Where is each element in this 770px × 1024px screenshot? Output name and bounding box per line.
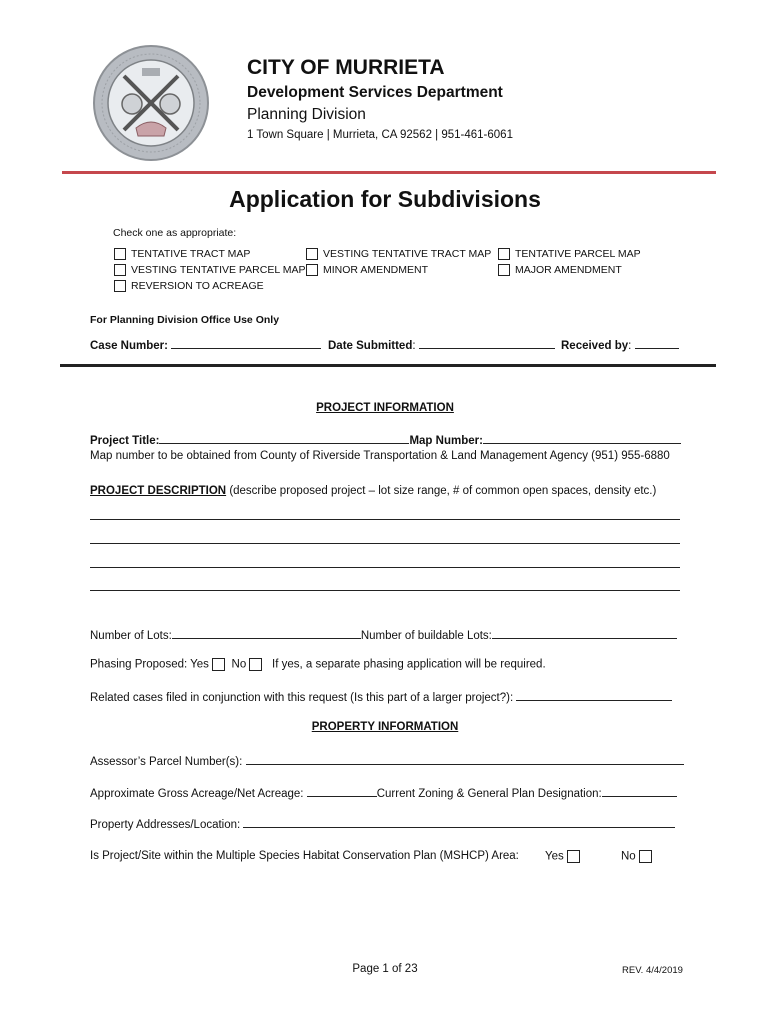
buildable-lots-label: Number of buildable Lots:	[360, 630, 492, 642]
apn-field[interactable]	[246, 753, 684, 765]
revision-date: REV. 4/4/2019	[622, 965, 683, 976]
checkbox[interactable]	[498, 248, 510, 260]
zoning-label: Current Zoning & General Plan Designation:	[376, 788, 602, 800]
option-label: TENTATIVE PARCEL MAP	[515, 248, 641, 260]
project-info-heading: PROJECT INFORMATION	[316, 402, 454, 414]
description-line[interactable]	[90, 543, 680, 544]
phasing-yes-label: Phasing Proposed: Yes	[90, 658, 209, 671]
buildable-lots-field[interactable]	[492, 627, 677, 639]
received-by-row: Received by:	[561, 337, 679, 352]
related-cases-row	[90, 689, 672, 704]
section-divider	[60, 364, 716, 367]
property-address-row	[90, 816, 675, 831]
case-number-field[interactable]	[171, 337, 321, 349]
office-use-heading: For Planning Division Office Use Only	[90, 314, 280, 326]
zoning-field[interactable]	[602, 785, 677, 797]
phasing-no-label: No	[231, 658, 247, 671]
date-submitted-field[interactable]	[419, 337, 555, 349]
received-by-label: Received by	[561, 340, 629, 352]
property-address-field[interactable]	[243, 816, 675, 828]
project-title-field[interactable]	[159, 432, 409, 444]
acreage-field[interactable]	[307, 785, 377, 797]
case-number-label: Case Number:	[90, 340, 168, 352]
phasing-note: If yes, a separate phasing application will be required.	[272, 658, 546, 671]
department-name: Development Services Department	[247, 84, 503, 101]
option-tentative-parcel-map[interactable]	[498, 248, 641, 260]
acreage-label: Approximate Gross Acreage/Net Acreage:	[90, 788, 304, 800]
mshcp-no	[621, 850, 652, 863]
apn-label: Assessor’s Parcel Number(s):	[90, 756, 243, 768]
mshcp-row	[90, 850, 519, 862]
option-vesting-tentative-parcel-map[interactable]	[114, 264, 305, 276]
city-name: CITY OF MURRIETA	[247, 56, 445, 79]
address-line: 1 Town Square | Murrieta, CA 92562 | 951-461-6061	[247, 129, 513, 141]
acreage-row	[90, 785, 677, 800]
page-number: Page 1 of 23	[352, 963, 418, 975]
mshcp-no-label: No	[621, 850, 636, 863]
project-description-label: PROJECT DESCRIPTION	[90, 485, 227, 497]
checkbox[interactable]	[114, 248, 126, 260]
mshcp-label: Is Project/Site within the Multiple Species Habitat Conservation Plan (MSHCP) Area:	[90, 850, 519, 862]
checkbox[interactable]	[114, 264, 126, 276]
city-seal-logo	[92, 44, 210, 162]
checkbox[interactable]	[114, 280, 126, 292]
date-submitted-label: Date Submitted	[328, 340, 413, 352]
case-number-row	[90, 337, 321, 352]
apn-row	[90, 753, 684, 768]
mshcp-no-checkbox[interactable]	[639, 850, 652, 863]
number-of-lots-label: Number of Lots:	[90, 630, 172, 642]
number-of-lots-field[interactable]	[172, 627, 361, 639]
project-title-label: Project Title:	[90, 435, 160, 447]
map-number-field[interactable]	[483, 432, 681, 444]
option-tentative-tract-map[interactable]	[114, 248, 250, 260]
phasing-no-checkbox[interactable]	[249, 658, 262, 671]
date-submitted-row: Date Submitted:	[328, 337, 555, 352]
checkbox[interactable]	[498, 264, 510, 276]
description-line[interactable]	[90, 519, 680, 520]
related-cases-label: Related cases filed in conjunction with this request (Is this part of a larger project?):	[90, 692, 514, 704]
option-minor-amendment[interactable]	[306, 264, 428, 276]
option-label: VESTING TENTATIVE PARCEL MAP	[131, 264, 306, 276]
option-label: MINOR AMENDMENT	[323, 264, 428, 276]
phasing-row	[90, 658, 546, 671]
mshcp-yes-checkbox[interactable]	[567, 850, 580, 863]
header-divider	[62, 171, 716, 174]
option-label: TENTATIVE TRACT MAP	[131, 248, 251, 260]
related-cases-field[interactable]	[516, 689, 672, 701]
lots-row	[90, 627, 677, 642]
property-info-heading: PROPERTY INFORMATION	[311, 721, 459, 733]
check-instruction: Check one as appropriate:	[113, 227, 237, 239]
property-address-label: Property Addresses/Location:	[90, 819, 241, 831]
received-by-field[interactable]	[635, 337, 679, 349]
description-line[interactable]	[90, 567, 680, 568]
mshcp-yes-label: Yes	[545, 850, 564, 863]
project-title-row	[90, 432, 681, 447]
option-vesting-tentative-tract-map[interactable]	[306, 248, 491, 260]
checkbox[interactable]	[306, 264, 318, 276]
option-label: REVERSION TO ACREAGE	[131, 280, 264, 292]
option-label: VESTING TENTATIVE TRACT MAP	[323, 248, 492, 260]
division-name: Planning Division	[247, 106, 366, 123]
page-title: Application for Subdivisions	[229, 186, 541, 212]
description-line[interactable]	[90, 590, 680, 591]
map-number-label: Map Number:	[409, 435, 483, 447]
project-description-note: (describe proposed project – lot size range, # of common open spaces, density etc.)	[229, 485, 657, 497]
phasing-yes-checkbox[interactable]	[212, 658, 225, 671]
option-reversion-to-acreage[interactable]	[114, 280, 264, 292]
mshcp-yes	[545, 850, 580, 863]
project-description-row	[90, 485, 656, 497]
option-label: MAJOR AMENDMENT	[515, 264, 622, 276]
checkbox[interactable]	[306, 248, 318, 260]
map-number-note: Map number to be obtained from County of Riverside Transportation & Land Management Agency (951) 955-6880	[90, 450, 670, 462]
option-major-amendment[interactable]	[498, 264, 622, 276]
